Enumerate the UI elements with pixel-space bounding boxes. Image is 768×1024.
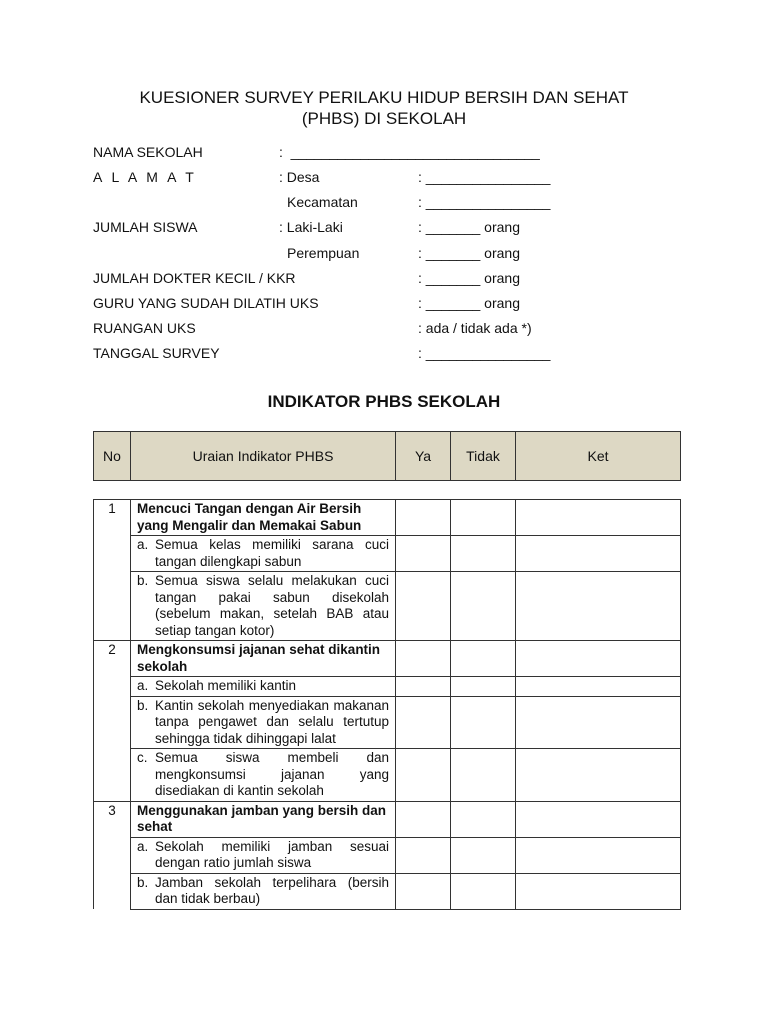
- tidak-cell[interactable]: [451, 536, 516, 572]
- tidak-cell[interactable]: [451, 873, 516, 909]
- field-label: JUMLAH SISWA: [93, 219, 198, 235]
- field-sublabel: : Desa: [279, 169, 320, 185]
- table-row: [94, 749, 681, 802]
- field-jumlah-siswa: [0, 218, 768, 238]
- indicator-item: [131, 572, 396, 641]
- ya-cell[interactable]: [396, 696, 451, 749]
- number-cell-empty: [94, 677, 131, 697]
- item-text: Sekolah memiliki jamban sesuai dengan ratio jumlah siswa: [155, 838, 389, 870]
- ket-cell[interactable]: [516, 536, 681, 572]
- item-text: Semua siswa selalu melakukan cuci tangan pakai sabun disekolah (sebelum makan, setelah BAB atau setiap tangan kotor): [155, 573, 389, 638]
- ya-cell[interactable]: [396, 837, 451, 873]
- ket-cell[interactable]: [516, 641, 681, 677]
- field-value: : ________________________________: [279, 144, 540, 160]
- table-row: [94, 572, 681, 641]
- indicator-title: Menggunakan jamban yang bersih dan sehat: [131, 801, 396, 837]
- table-row: [94, 837, 681, 873]
- item-letter: a.: [137, 537, 149, 552]
- field-alamat: [0, 168, 768, 188]
- field-dokter-kecil: [0, 269, 768, 289]
- indicator-number: 2: [94, 641, 131, 677]
- table-row: [94, 696, 681, 749]
- tidak-cell[interactable]: [451, 837, 516, 873]
- header-ya: Ya: [396, 432, 451, 481]
- indicator-item: [131, 677, 396, 697]
- indicator-title: Mencuci Tangan dengan Air Bersih yang Mengalir dan Memakai Sabun: [131, 500, 396, 536]
- indicator-item: [131, 837, 396, 873]
- item-text: Semua kelas memiliki sarana cuci tangan dilengkapi sabun: [155, 537, 389, 569]
- ket-cell[interactable]: [516, 873, 681, 909]
- item-letter: a.: [137, 838, 149, 854]
- field-label: A L A M A T: [93, 169, 197, 185]
- indicator-table-body: [94, 481, 681, 910]
- header-uraian: Uraian Indikator PHBS: [131, 432, 396, 481]
- field-kecamatan: [0, 193, 768, 213]
- item-letter: a.: [137, 678, 149, 693]
- ya-cell[interactable]: [396, 536, 451, 572]
- indicator-item: [131, 696, 396, 749]
- section-title: INDIKATOR PHBS SEKOLAH: [267, 392, 501, 411]
- field-sublabel: Kecamatan: [287, 194, 358, 210]
- item-letter: b.: [137, 697, 149, 713]
- field-value: : _______ orang: [418, 245, 520, 261]
- indicator-item: [131, 536, 396, 572]
- table-row: [94, 641, 681, 677]
- number-cell-empty: [94, 696, 131, 749]
- item-letter: b.: [137, 573, 149, 588]
- indicator-number: 1: [94, 500, 131, 536]
- item-text: Jamban sekolah terpelihara (bersih dan tidak berbau): [155, 874, 389, 906]
- ya-cell[interactable]: [396, 572, 451, 641]
- tidak-cell[interactable]: [451, 572, 516, 641]
- field-sublabel: : Laki-Laki: [279, 219, 343, 235]
- tidak-cell[interactable]: [451, 500, 516, 536]
- ya-cell[interactable]: [396, 500, 451, 536]
- table-row: [94, 801, 681, 837]
- field-label: JUMLAH DOKTER KECIL / KKR: [93, 270, 296, 286]
- table-row: [94, 536, 681, 572]
- document-title-line2: (PHBS) DI SEKOLAH: [301, 109, 467, 128]
- item-text: Sekolah memiliki kantin: [155, 678, 297, 693]
- field-ruangan-uks: [0, 319, 768, 339]
- ya-cell[interactable]: [396, 749, 451, 802]
- indicator-item: [131, 873, 396, 909]
- header-tidak: Tidak: [451, 432, 516, 481]
- table-row: [94, 500, 681, 536]
- item-text: Semua siswa membeli dan mengkonsumsi jajanan yang disediakan di kantin sekolah: [155, 750, 389, 798]
- field-value: : ada / tidak ada *): [418, 320, 532, 336]
- field-tanggal-survey: [0, 344, 768, 364]
- header-no: No: [94, 432, 131, 481]
- field-perempuan: [0, 244, 768, 264]
- ket-cell[interactable]: [516, 837, 681, 873]
- item-letter: c.: [137, 750, 148, 765]
- number-cell-empty: [94, 837, 131, 873]
- field-value: : ________________: [418, 194, 551, 210]
- field-label: TANGGAL SURVEY: [93, 345, 220, 361]
- field-value: : ________________: [418, 345, 551, 361]
- table-row: [94, 677, 681, 697]
- table-row: [94, 873, 681, 909]
- document-title-line1: KUESIONER SURVEY PERILAKU HIDUP BERSIH DAN SEHAT: [139, 88, 629, 107]
- field-guru-uks: [0, 294, 768, 314]
- field-value: : ________________: [418, 169, 551, 185]
- item-text: Kantin sekolah menyediakan makanan tanpa pengawet dan selalu tertutup sehingga tidak dihinggapi lalat: [155, 697, 389, 746]
- ket-cell[interactable]: [516, 572, 681, 641]
- number-cell-empty: [94, 572, 131, 641]
- tidak-cell[interactable]: [451, 749, 516, 802]
- indicator-item: [131, 749, 396, 802]
- field-value: : _______ orang: [418, 270, 520, 286]
- field-label: GURU YANG SUDAH DILATIH UKS: [93, 295, 319, 311]
- ya-cell[interactable]: [396, 641, 451, 677]
- field-value: : _______ orang: [418, 295, 520, 311]
- table-spacer-row: [94, 481, 681, 500]
- ket-cell[interactable]: [516, 500, 681, 536]
- number-cell-empty: [94, 749, 131, 802]
- table-header-row: [94, 432, 681, 481]
- tidak-cell[interactable]: [451, 641, 516, 677]
- ya-cell[interactable]: [396, 801, 451, 837]
- tidak-cell[interactable]: [451, 801, 516, 837]
- item-letter: b.: [137, 874, 149, 890]
- field-label: NAMA SEKOLAH: [93, 144, 203, 160]
- tidak-cell[interactable]: [451, 677, 516, 697]
- ya-cell[interactable]: [396, 677, 451, 697]
- field-value: : _______ orang: [418, 219, 520, 235]
- ya-cell[interactable]: [396, 873, 451, 909]
- field-label: RUANGAN UKS: [93, 320, 196, 336]
- ket-cell[interactable]: [516, 749, 681, 802]
- ket-cell[interactable]: [516, 677, 681, 697]
- ket-cell[interactable]: [516, 801, 681, 837]
- indicator-table: [93, 431, 681, 910]
- field-nama-sekolah: [0, 143, 768, 163]
- indicator-title: Mengkonsumsi jajanan sehat dikantin sekolah: [131, 641, 396, 677]
- ket-cell[interactable]: [516, 696, 681, 749]
- field-sublabel: Perempuan: [287, 245, 360, 261]
- number-cell-empty: [94, 873, 131, 909]
- tidak-cell[interactable]: [451, 696, 516, 749]
- header-ket: Ket: [516, 432, 681, 481]
- indicator-number: 3: [94, 801, 131, 837]
- number-cell-empty: [94, 536, 131, 572]
